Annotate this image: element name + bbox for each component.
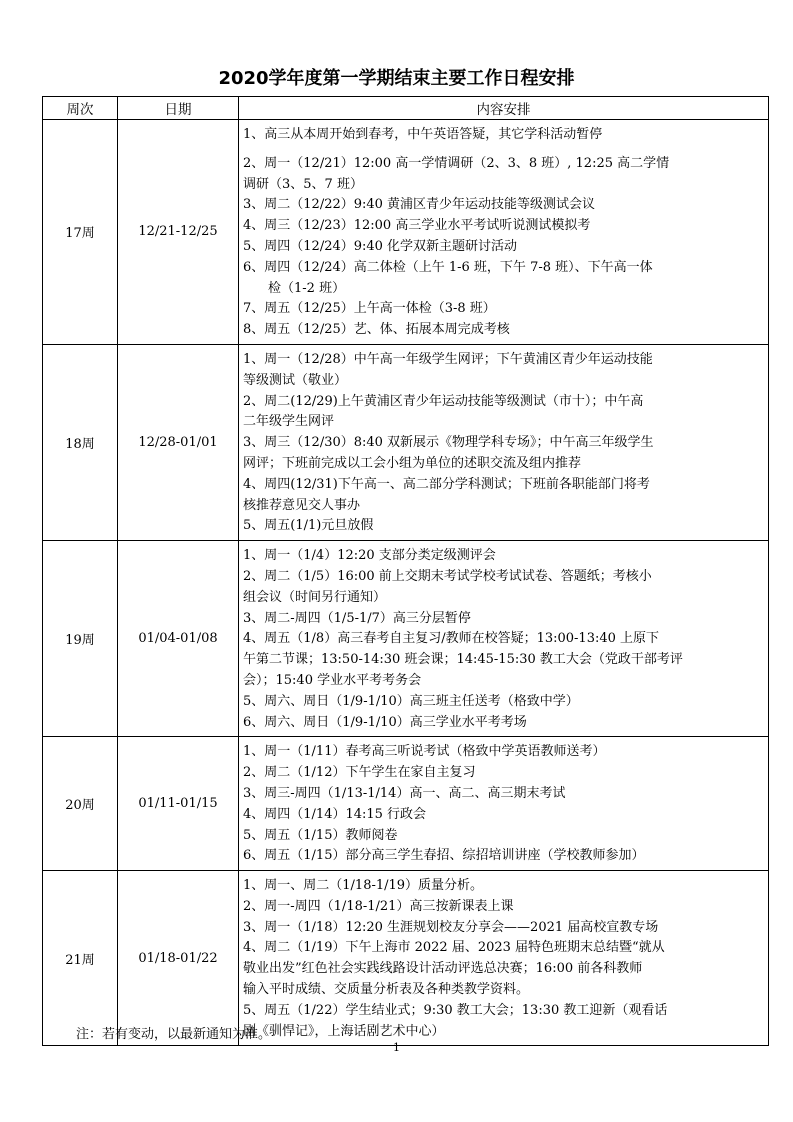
schedule-item <box>239 897 768 918</box>
schedule-item <box>239 475 768 517</box>
schedule-item-line: 5、周六、周日（1/9-1/10）高三班主任送考（格致中学） <box>243 693 579 709</box>
schedule-item-line: 6、周五（1/15）部分高三学生春招、综招培训讲座（学校教师参加） <box>243 848 645 864</box>
schedule-item <box>239 784 768 805</box>
schedule-item-line: 1、周一（1/11）春考高三听说考试（格致中学英语教师送考） <box>243 744 606 760</box>
date-cell: 01/18-01/22 <box>118 871 239 1046</box>
schedule-item <box>239 846 768 867</box>
schedule-item-line: 网评；下班前完成以工会小组为单位的述职交流及组内推荐 <box>243 455 582 471</box>
schedule-item <box>239 546 768 567</box>
schedule-item-line: 4、周四(12/31)下午高一、高二部分学科测试；下班前各职能部门将考 <box>243 476 650 492</box>
schedule-item-line: 组会议（时间另行通知） <box>243 589 387 605</box>
schedule-item <box>239 918 768 939</box>
schedule-item <box>239 350 768 392</box>
schedule-item-line: 3、周二-周四（1/5-1/7）高三分层暂停 <box>243 610 471 626</box>
schedule-item-line: 会）；15:40 学业水平考考务会 <box>243 672 422 688</box>
schedule-item <box>239 516 768 537</box>
header-week: 周次 <box>43 97 118 120</box>
schedule-item <box>239 567 768 609</box>
date-cell: 12/28-01/01 <box>118 344 239 540</box>
date-cell: 01/11-01/15 <box>118 737 239 871</box>
schedule-item-line: 等级测试（敬业） <box>243 372 348 388</box>
schedule-item <box>239 258 768 300</box>
schedule-item-line: 午第二节课；13:50-14:30 班会课；14:45-15:30 教工大会（党政干部考评 <box>243 652 683 668</box>
page-title: 2020学年度第一学期结束主要工作日程安排 <box>218 68 575 89</box>
schedule-item-line: 6、周四（12/24）高二体检（上午 1-6 班，下午 7-8 班）、下午高一体 <box>243 259 653 275</box>
week-cell: 17周 <box>43 120 118 345</box>
table-row <box>43 871 769 1046</box>
schedule-item <box>239 609 768 630</box>
schedule-item-line: 5、周五(1/1)元旦放假 <box>243 518 374 534</box>
content-cell <box>239 871 769 1046</box>
schedule-item-line: 3、周一（1/18）12:20 生涯规划校友分享会——2021 届高校宣教专场 <box>243 919 659 935</box>
content-cell <box>239 120 769 345</box>
table-header-row <box>43 97 769 120</box>
content-cell <box>239 344 769 540</box>
schedule-item-line: 3、周三（12/30）8:40 双新展示《物理学科专场》；中午高三年级学生 <box>243 435 654 451</box>
week-cell: 21周 <box>43 871 118 1046</box>
schedule-item-line: 1、高三从本周开始到春考，中午英语答疑，其它学科活动暂停 <box>243 127 603 142</box>
table-row <box>43 541 769 737</box>
schedule-item-line: 8、周五（12/25）艺、体、拓展本周完成考核 <box>243 322 510 338</box>
schedule-item-line: 2、周二(12/29)上午黄浦区青少年运动技能等级测试（市十）；中午高 <box>243 393 644 409</box>
header-date: 日期 <box>118 97 239 120</box>
schedule-item <box>239 433 768 475</box>
schedule-item-line: 2、周二（1/12）下午学生在家自主复习 <box>243 765 476 781</box>
footnote: 注：若有变动，以最新通知为准。 <box>76 1027 272 1042</box>
schedule-item-line: 调研（3、5、7 班） <box>243 176 363 192</box>
schedule-item-line: 4、周五（1/8）高三春考自主复习/教师在校答疑；13:00-13:40 上原下 <box>243 631 660 647</box>
schedule-item-line: 核推荐意见交人事办 <box>243 497 361 513</box>
schedule-item-line: 4、周二（1/19）下午上海市 2022 届、2023 届特色班期末总结暨“就从 <box>243 940 665 956</box>
schedule-item-line: 2、周二（1/5）16:00 前上交期末考试学校考试试卷、答题纸；考核小 <box>243 568 652 584</box>
schedule-item-line: 2、周一-周四（1/18-1/21）高三按新课表上课 <box>243 898 514 914</box>
schedule-item-line: 5、周五（1/15）教师阅卷 <box>243 827 398 843</box>
schedule-item <box>239 629 768 691</box>
schedule-item <box>239 876 768 897</box>
header-content: 内容安排 <box>239 97 769 120</box>
schedule-item <box>239 692 768 713</box>
schedule-item-line: 6、周六、周日（1/9-1/10）高三学业水平考考场 <box>243 714 527 730</box>
schedule-item <box>239 216 768 237</box>
schedule-item <box>239 299 768 320</box>
content-cell <box>239 737 769 871</box>
schedule-item <box>239 1001 768 1043</box>
schedule-item <box>239 125 768 146</box>
schedule-item-line: 1、周一、周二（1/18-1/19）质量分析。 <box>243 878 484 894</box>
schedule-item-line: 1、周一（1/4）12:20 支部分类定级测评会 <box>243 548 496 564</box>
schedule-item <box>239 320 768 341</box>
schedule-item <box>239 938 768 1000</box>
schedule-item-line: 二年级学生网评 <box>243 414 335 430</box>
schedule-item-line: 5、周四（12/24）9:40 化学双新主题研讨活动 <box>243 238 518 254</box>
schedule-item <box>239 195 768 216</box>
schedule-item <box>239 805 768 826</box>
schedule-item <box>239 826 768 847</box>
table-row <box>43 344 769 540</box>
schedule-item-line: 3、周二（12/22）9:40 黄浦区青少年运动技能等级测试会议 <box>243 197 596 213</box>
schedule-item-line: 5、周五（1/22）学生结业式；9:30 教工大会；13:30 教工迎新（观看话 <box>243 1002 668 1018</box>
content-cell <box>239 541 769 737</box>
schedule-table <box>42 96 769 1046</box>
schedule-item-line: 2、周一（12/21）12:00 高一学情调研（2、3、8 班）, 12:25 高二学情 <box>243 155 670 171</box>
schedule-item <box>239 392 768 434</box>
date-cell: 01/04-01/08 <box>118 541 239 737</box>
schedule-item-line: 4、周四（1/14）14:15 行政会 <box>243 806 427 822</box>
schedule-item-line: 3、周三-周四（1/13-1/14）高一、高二、高三期末考试 <box>243 785 566 801</box>
table-row <box>43 737 769 871</box>
schedule-item <box>239 237 768 258</box>
table-row <box>43 120 769 345</box>
schedule-item-line: 1、周一（12/28）中午高一年级学生网评；下午黄浦区青少年运动技能 <box>243 351 653 367</box>
week-cell: 20周 <box>43 737 118 871</box>
schedule-item-line: 敬业出发”红色社会实践线路设计活动评选总决赛；16:00 前各科教师 <box>243 961 643 977</box>
date-cell: 12/21-12/25 <box>118 120 239 345</box>
week-cell: 19周 <box>43 541 118 737</box>
schedule-item <box>239 713 768 734</box>
schedule-item <box>239 154 768 196</box>
schedule-item-line: 输入平时成绩、交质量分析表及各种类教学资料。 <box>243 982 530 998</box>
page-number: 1 <box>393 1041 400 1054</box>
schedule-item-line: 7、周五（12/25）上午高一体检（3-8 班） <box>243 301 496 317</box>
schedule-item <box>239 742 768 763</box>
schedule-body <box>43 120 769 1046</box>
schedule-item-line: 剧《驯悍记》，上海话剧艺术中心） <box>243 1023 445 1039</box>
schedule-item <box>239 763 768 784</box>
schedule-item-line: 检（1-2 班） <box>268 280 346 296</box>
schedule-item-line: 4、周三（12/23）12:00 高三学业水平考试听说测试模拟考 <box>243 218 591 234</box>
week-cell: 18周 <box>43 344 118 540</box>
